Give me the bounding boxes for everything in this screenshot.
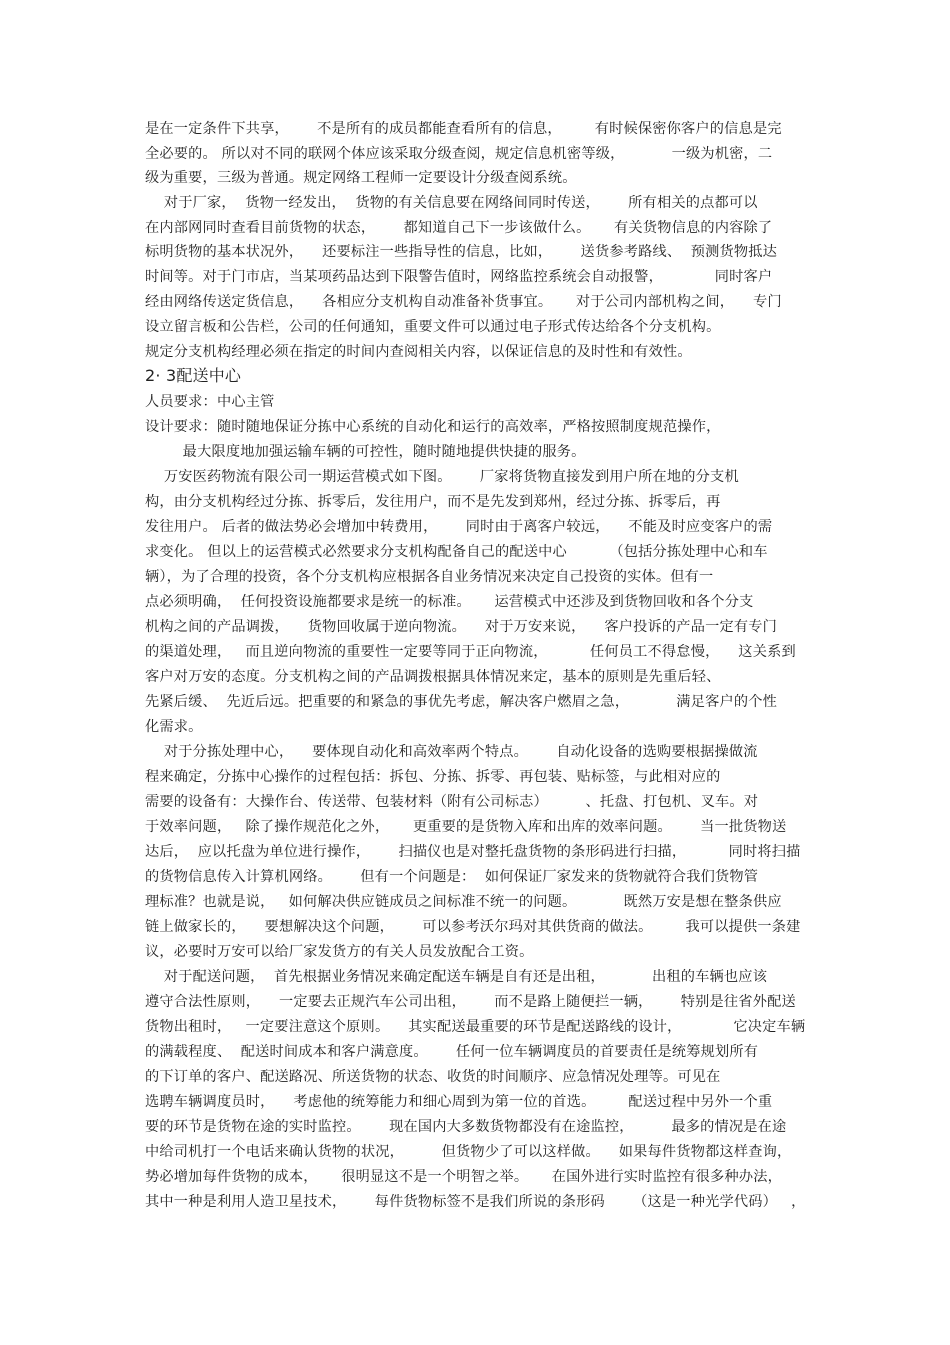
text-line: 需要的设备有：大操作台、传送带、包装材料（附有公司标志） 、托盘、打包机、叉车。对 xyxy=(145,794,759,810)
text-line: 先紧后缓、 先近后远。把重要的和紧急的事优先考虑，解决客户燃眉之急， 满足客户的个性 xyxy=(145,694,778,710)
text-line: 遵守合法性原则， 一定要去正规汽车公司出租， 而不是路上随便拦一辆， 特别是往省外配送 xyxy=(145,994,796,1010)
text-line: 是在一定条件下共享， 不是所有的成员都能查看所有的信息， 有时候保密你客户的信息是完 xyxy=(145,121,782,137)
text-line: 辆），为了合理的投资，各个分支机构应根据各自业务情况来决定自己投资的实体。但有一 xyxy=(145,569,714,585)
text-line: 的货物信息传入计算机网络。 但有一个问题是： 如何保证厂家发来的货物就符合我们货物管 xyxy=(145,869,759,885)
text-line: 在内部网同时查看目前货物的状态， 都知道自己下一步该做什么。 有关货物信息的内容除了 xyxy=(145,220,773,236)
text-line: 于效率问题， 除了操作规范化之外， 更重要的是货物入库和出库的效率问题。 当一批货物送 xyxy=(145,819,787,835)
text-line: 最大限度地加强运输车辆的可控性，随时随地提供快捷的服务。 xyxy=(145,444,586,460)
text-line: 人员要求：中心主管 xyxy=(145,394,275,410)
text-line: 全必要的。 所以对不同的联网个体应该采取分级查阅，规定信息机密等级， 一级为机密，二 xyxy=(145,146,773,162)
text-line: 理标准？也就是说， 如何解决供应链成员之间标准不统一的问题。 既然万安是想在整条供应 xyxy=(145,894,782,910)
text-line: 标明货物的基本状况外， 还要标注一些指导性的信息，比如， 送货参考路线、 预测货物抵达 xyxy=(145,244,778,260)
text-line: 级为重要，三级为普通。规定网络工程师一定要设计分级查阅系统。 xyxy=(145,170,577,186)
section-heading: 2· 3配送中心 xyxy=(145,366,242,385)
text-line: 选聘车辆调度员时， 考虑他的统筹能力和细心周到为第一位的首选。 配送过程中另外一个重 xyxy=(145,1094,773,1110)
text-line: 对于分拣处理中心， 要体现自动化和高效率两个特点。 自动化设备的选购要根据操做流 xyxy=(145,744,758,760)
text-line: 机构之间的产品调拨， 货物回收属于逆向物流。 对于万安来说， 客户投诉的产品一定有专门 xyxy=(145,619,778,635)
text-line: 中给司机打一个电话来确认货物的状况， 但货物少了可以这样做。 如果每件货物都这样查询， xyxy=(145,1144,792,1160)
text-line: 规定分支机构经理必须在指定的时间内查阅相关内容，以保证信息的及时性和有效性。 xyxy=(145,344,692,360)
text-line: 议，必要时万安可以给厂家发货方的有关人员发放配合工资。 xyxy=(145,944,534,960)
text-line: 构，由分支机构经过分拣、拆零后，发往用户，而不是先发到郑州，经过分拣、拆零后，再 xyxy=(145,494,721,510)
text-line: 的满载程度、 配送时间成本和客户满意度。 任何一位车辆调度员的首要责任是统筹规划所有 xyxy=(145,1044,759,1060)
text-line: 经由网络传送定货信息， 各相应分支机构自动准备补货事宜。 对于公司内部机构之间， 专门 xyxy=(145,294,782,310)
text-line: 程来确定，分拣中心操作的过程包括：拆包、分拣、拆零、再包装、贴标签，与此相对应的 xyxy=(145,769,721,785)
text-line: 化需求。 xyxy=(145,719,203,735)
text-line: 达后， 应以托盘为单位进行操作， 扫描仪也是对整托盘货物的条形码进行扫描， 同时将扫描 xyxy=(145,844,801,860)
text-line: 货物出租时， 一定要注意这个原则。 其实配送最重要的环节是配送路线的设计， 它决定车辆 xyxy=(145,1019,806,1035)
text-line: 的下订单的客户、配送路况、所送货物的状态、收货的时间顺序、应急情况处理等。可见在 xyxy=(145,1069,721,1085)
text-line: 设计要求：随时随地保证分拣中心系统的自动化和运行的高效率，严格按照制度规范操作， xyxy=(145,419,721,435)
text-line: 发往用户。 后者的做法势必会增加中转费用， 同时由于离客户较远， 不能及时应变客户的需 xyxy=(145,519,773,535)
text-line: 的渠道处理， 而且逆向物流的重要性一定要等同于正向物流， 任何员工不得怠慢， 这关系到 xyxy=(145,644,796,660)
text-line: 链上做家长的， 要想解决这个问题， 可以参考沃尔玛对其供货商的做法。 我可以提供一条建 xyxy=(145,919,801,935)
text-line: 点必须明确， 任何投资设施都要求是统一的标准。 运营模式中还涉及到货物回收和各个分支 xyxy=(145,594,754,610)
text-line: 对于厂家， 货物一经发出， 货物的有关信息要在网络间同时传送， 所有相关的点都可以 xyxy=(145,195,758,211)
text-line: 万安医药物流有限公司一期运营模式如下图。 厂家将货物直接发到用户所在地的分支机 xyxy=(145,469,739,485)
text-line: 势必增加每件货物的成本， 很明显这不是一个明智之举。 在国外进行实时监控有很多种办法， xyxy=(145,1169,782,1185)
text-line: 时间等。对于门市店，当某项药品达到下限警告值时，网络监控系统会自动报警， 同时客户 xyxy=(145,269,773,285)
text-line: 对于配送问题， 首先根据业务情况来确定配送车辆是自有还是出租， 出租的车辆也应该 xyxy=(145,969,768,985)
text-line: 其中一种是利用人造卫星技术， 每件货物标签不是我们所说的条形码 （这是一种光学代码） ， xyxy=(145,1194,806,1210)
text-line: 要的环节是货物在途的实时监控。 现在国内大多数货物都没有在途监控， 最多的情况是在途 xyxy=(145,1119,787,1135)
text-line: 求变化。 但以上的运营模式必然要求分支机构配备自己的配送中心 （包括分拣处理中心和车 xyxy=(145,544,768,560)
text-line: 设立留言板和公告栏，公司的任何通知，重要文件可以通过电子形式传达给各个分支机构。 xyxy=(145,319,721,335)
text-line: 客户对万安的态度。分支机构之间的产品调拨根据具体情况来定，基本的原则是先重后轻、 xyxy=(145,669,721,685)
